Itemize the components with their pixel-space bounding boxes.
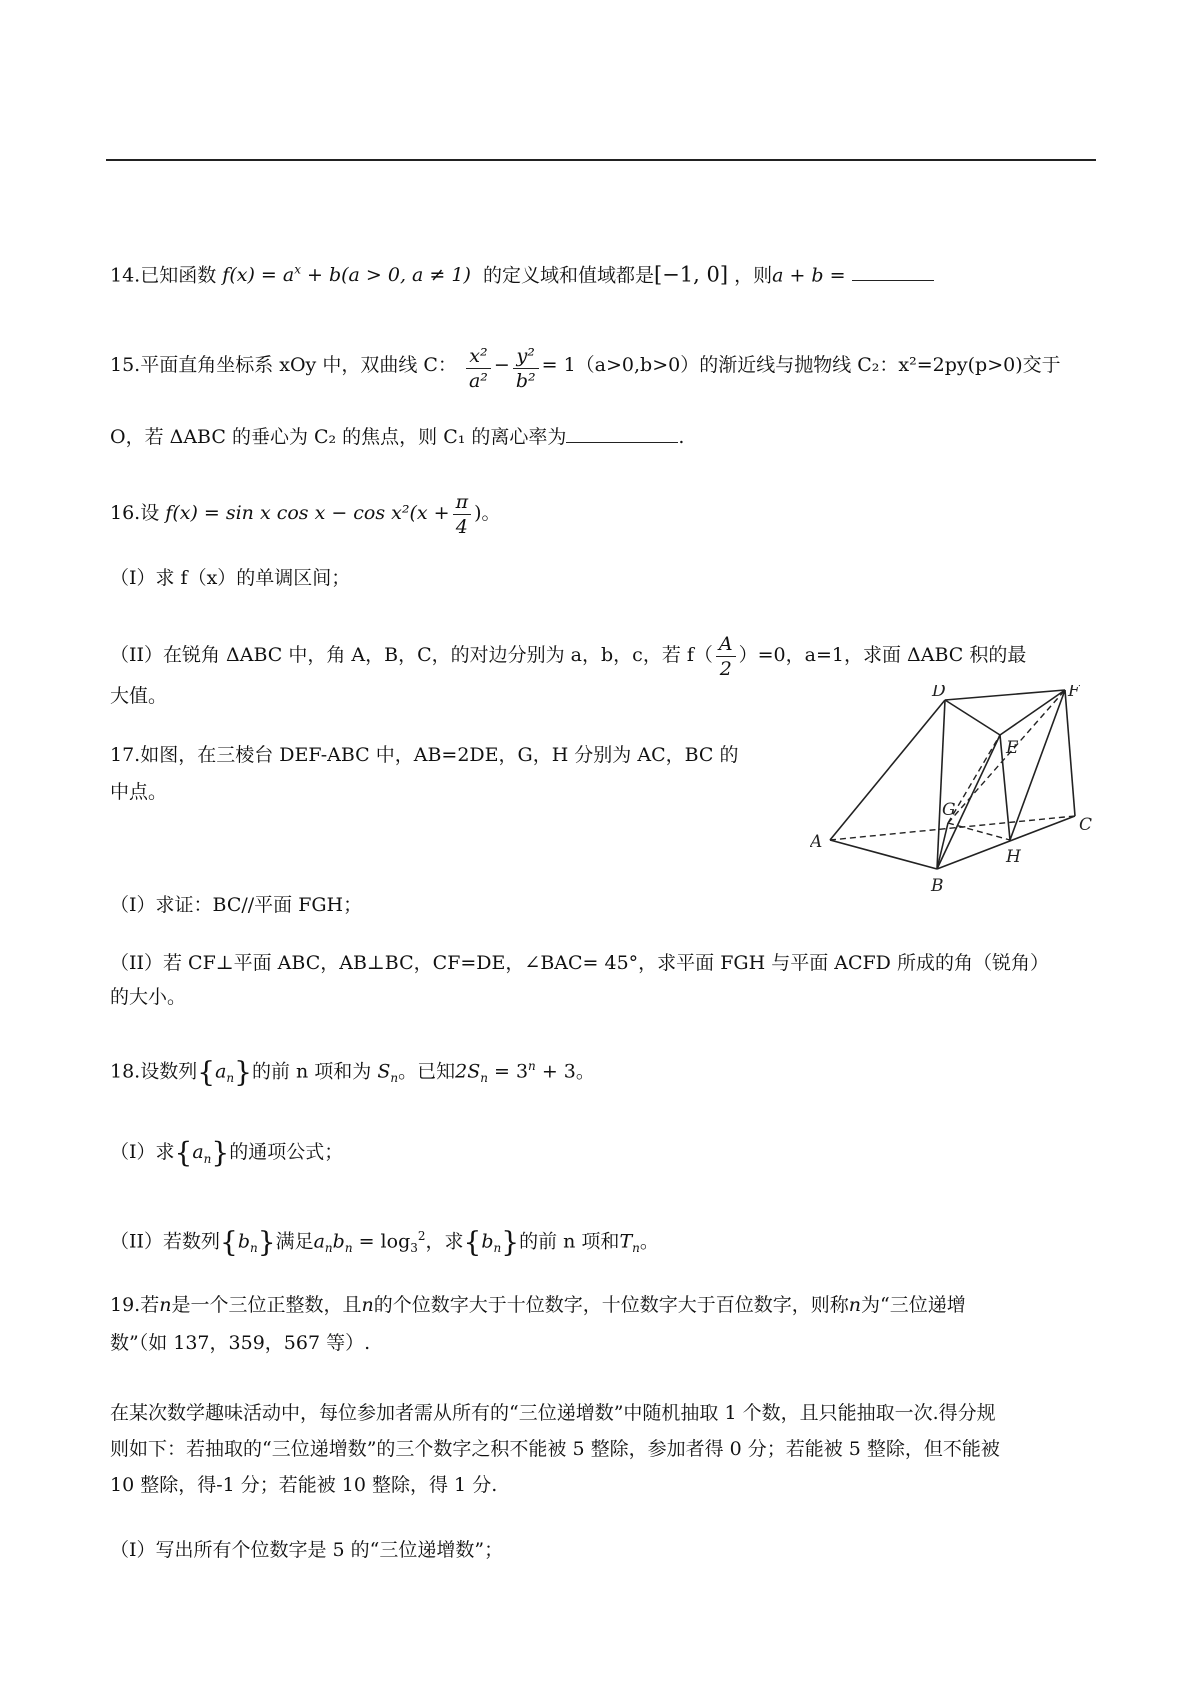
q18-part2-seq: b xyxy=(237,1230,251,1253)
q14-text-a: 已知函数 xyxy=(140,264,217,287)
q14-formula-sup: x xyxy=(294,263,301,277)
q14-formula-main: f(x) = a xyxy=(222,264,295,287)
q18-part2-seq-2: b xyxy=(481,1230,494,1253)
q16-fraction xyxy=(453,490,472,539)
q16-part2-fraction xyxy=(716,632,736,681)
q19-part-1: （I）写出所有个位数字是 5 的“三位递增数”； xyxy=(110,1539,504,1561)
question-15-line1 xyxy=(110,344,1061,393)
q16-close: ) xyxy=(474,502,482,524)
q19-para-3: 10 整除，得-1 分；若能被 10 整除，得 1 分. xyxy=(110,1474,498,1496)
q18-part2-log-sup: 2 xyxy=(417,1229,426,1243)
q14-interval: [−1, 0] xyxy=(653,262,729,287)
q15-text-a: 平面直角坐标系 xOy 中，双曲线 C： xyxy=(140,354,457,376)
q19-line1-d: 为“三位递增 xyxy=(861,1294,966,1316)
edge-GE-hidden xyxy=(948,735,1000,823)
label-D: D xyxy=(932,685,946,701)
label-G: G xyxy=(942,800,956,820)
q19-line-2: 数”（如 137，359，567 等）. xyxy=(110,1332,371,1354)
q15-number: 15. xyxy=(110,354,141,376)
q18-seq-sub: n xyxy=(226,1071,235,1086)
label-H: H xyxy=(1006,847,1021,867)
q18-s-sub: n xyxy=(390,1071,399,1086)
q18-formula: 2S xyxy=(455,1060,481,1083)
q17-part-1: （I）求证：BC//平面 FGH； xyxy=(110,894,363,916)
q14-answer-blank xyxy=(852,262,934,281)
q18-part2-c: ，求 xyxy=(425,1230,464,1253)
q14-text-b: 的定义域和值域都是 xyxy=(482,264,654,287)
q18-part2-brace2-close: } xyxy=(501,1225,520,1259)
q15-frac2-den: b² xyxy=(515,370,536,392)
q19-line1-c: 的个位数字大于十位数字，十位数字大于百位数字，则称 xyxy=(373,1294,849,1316)
q19-line1-a: 19.若 xyxy=(110,1294,160,1316)
q18-formula-c: + 3 xyxy=(535,1060,576,1083)
q19-para-2: 则如下：若抽取的“三位递增数”的三个数字之积不能被 5 整除，参加者得 0 分；若能被 5 整除，但不能被 xyxy=(110,1438,1000,1460)
q18-part2-end: 。 xyxy=(639,1230,659,1253)
q18-part2-a: （II）若数列 xyxy=(110,1230,221,1253)
header-rule xyxy=(106,159,1096,161)
q19-n-2: n xyxy=(361,1294,374,1316)
q16-part2-frac-num: A xyxy=(716,632,736,657)
q18-t-sub: n xyxy=(632,1241,640,1256)
q18-part1-brace-close: } xyxy=(211,1136,230,1169)
q18-part1-seq: a xyxy=(192,1141,204,1163)
q18-formula-b: = 3 xyxy=(487,1060,529,1083)
question-15-line2 xyxy=(110,424,684,450)
q16-part2-c: 大值。 xyxy=(110,685,168,707)
q18-part2-formula-a-sub: n xyxy=(324,1241,333,1256)
q14-ask: a + b = xyxy=(772,264,846,287)
q18-t: T xyxy=(619,1230,633,1253)
q18-part2-formula-a: a xyxy=(313,1230,325,1253)
q18-period: 。 xyxy=(575,1060,595,1083)
q18-part-1 xyxy=(110,1136,344,1172)
q18-part2-seq-sub: n xyxy=(250,1241,258,1256)
q14-formula-b: + b(a > 0, a ≠ 1) xyxy=(300,264,471,287)
q16-frac-den: 4 xyxy=(455,516,468,538)
edge-AD xyxy=(830,700,945,840)
q17-line-1: 17.如图，在三棱台 DEF-ABC 中，AB=2DE，G，H 分别为 AC，BC 的 xyxy=(110,744,739,766)
q19-para-1: 在某次数学趣味活动中，每位参加者需从所有的“三位递增数”中随机抽取 1 个数，且只能抽取一次.得分规 xyxy=(110,1402,996,1424)
q18-part2-formula-b-sub: n xyxy=(344,1241,353,1256)
q18-s: S xyxy=(377,1060,391,1083)
q18-part1-seq-sub: n xyxy=(203,1151,212,1166)
q16-period: 。 xyxy=(481,502,501,524)
q16-part-2 xyxy=(110,632,1026,681)
q15-answer-blank xyxy=(566,424,678,443)
q15-cond: （a>0,b>0）的渐近线与抛物线 C₂：x²=2py(p>0)交于 xyxy=(575,354,1061,376)
q18-text-c: 。已知 xyxy=(398,1060,456,1083)
q14-formula xyxy=(222,264,471,286)
q18-text-a: 设数列 xyxy=(140,1060,198,1083)
question-19-line1 xyxy=(110,1292,966,1318)
label-F: F xyxy=(1068,685,1080,701)
q16-number: 16. xyxy=(110,502,141,524)
q18-part1-b: 的通项公式； xyxy=(229,1141,344,1163)
q18-part2-log-sub: 3 xyxy=(410,1241,418,1256)
q16-formula: f(x) = sin x cos x − cos x²(x + xyxy=(165,502,450,524)
question-14 xyxy=(110,257,934,288)
q15-eq: = 1 xyxy=(541,354,576,376)
q18-number: 18. xyxy=(110,1060,141,1083)
q18-part1-a: （I）求 xyxy=(110,1141,175,1163)
label-A: A xyxy=(810,832,823,852)
q18-part1-brace-open: { xyxy=(174,1136,193,1169)
question-18 xyxy=(110,1053,595,1091)
edge-FC xyxy=(1065,690,1075,816)
q16-text-a: 设 xyxy=(140,502,160,524)
q18-seq: a xyxy=(215,1060,227,1083)
q17-part-2-cont: 的大小。 xyxy=(110,986,187,1008)
edge-FH xyxy=(1010,690,1065,840)
q14-text-c: ，则 xyxy=(734,264,773,287)
q18-part2-b: 满足 xyxy=(275,1230,314,1253)
q15-fraction-x xyxy=(466,344,491,393)
q16-frac-num: π xyxy=(453,490,472,515)
q18-part2-formula-c: = log xyxy=(352,1230,411,1253)
edge-AB xyxy=(830,840,937,869)
edge-DF xyxy=(945,690,1065,700)
q18-part2-d: 的前 n 项和 xyxy=(519,1230,620,1253)
q18-formula-sub: n xyxy=(480,1071,488,1086)
question-16 xyxy=(110,490,501,539)
q17-part-2: （II）若 CF⊥平面 ABC，AB⊥BC，CF=DE，∠BAC= 45°，求平面 FGH 与平面 ACFD 所成的角（锐角） xyxy=(110,952,1049,974)
q15-frac1-den: a² xyxy=(468,370,488,392)
q15-frac2-num: y² xyxy=(513,344,539,369)
q18-part2-brace2-open: { xyxy=(463,1225,482,1259)
q16-part2-a: （II）在锐角 ΔABC 中，角 A，B，C，的对边分别为 a，b，c，若 f（ xyxy=(110,644,713,666)
q18-part2-seq-2-sub: n xyxy=(493,1241,502,1256)
q18-part2-brace-close: } xyxy=(257,1225,276,1259)
q18-text-b: 的前 n 项和为 xyxy=(251,1060,372,1083)
q16-part2-b: ）=0，a=1，求面 ΔABC 积的最 xyxy=(738,644,1027,666)
q15-minus: − xyxy=(493,354,510,376)
q16-part-1: （I）求 f（x）的单调区间； xyxy=(110,567,351,589)
q18-part2-formula-b: b xyxy=(332,1230,345,1253)
q18-brace-open: { xyxy=(197,1055,216,1089)
q18-brace-close: } xyxy=(234,1055,252,1089)
q18-formula-sup: n xyxy=(528,1059,536,1073)
edge-DE xyxy=(945,700,1000,735)
q18-part-2 xyxy=(110,1223,659,1261)
q14-number: 14. xyxy=(110,264,141,287)
q19-line1-b: 是一个三位正整数，且 xyxy=(171,1294,362,1316)
label-E: E xyxy=(1006,738,1019,758)
frustum-figure xyxy=(810,685,1120,905)
label-C: C xyxy=(1079,815,1093,835)
q15-frac1-num: x² xyxy=(466,344,491,369)
label-B: B xyxy=(931,876,944,896)
q19-n-3: n xyxy=(848,1294,861,1316)
q15-end: . xyxy=(678,426,685,448)
q19-n-1: n xyxy=(159,1294,172,1316)
edge-EF xyxy=(1000,690,1065,735)
q18-part2-brace-open: { xyxy=(220,1225,238,1259)
q15-line2: O，若 ΔABC 的垂心为 C₂ 的焦点，则 C₁ 的离心率为 xyxy=(110,426,567,448)
q16-part2-frac-den: 2 xyxy=(719,658,732,680)
q17-line-2: 中点。 xyxy=(110,781,168,803)
q15-fraction-y xyxy=(513,344,539,393)
